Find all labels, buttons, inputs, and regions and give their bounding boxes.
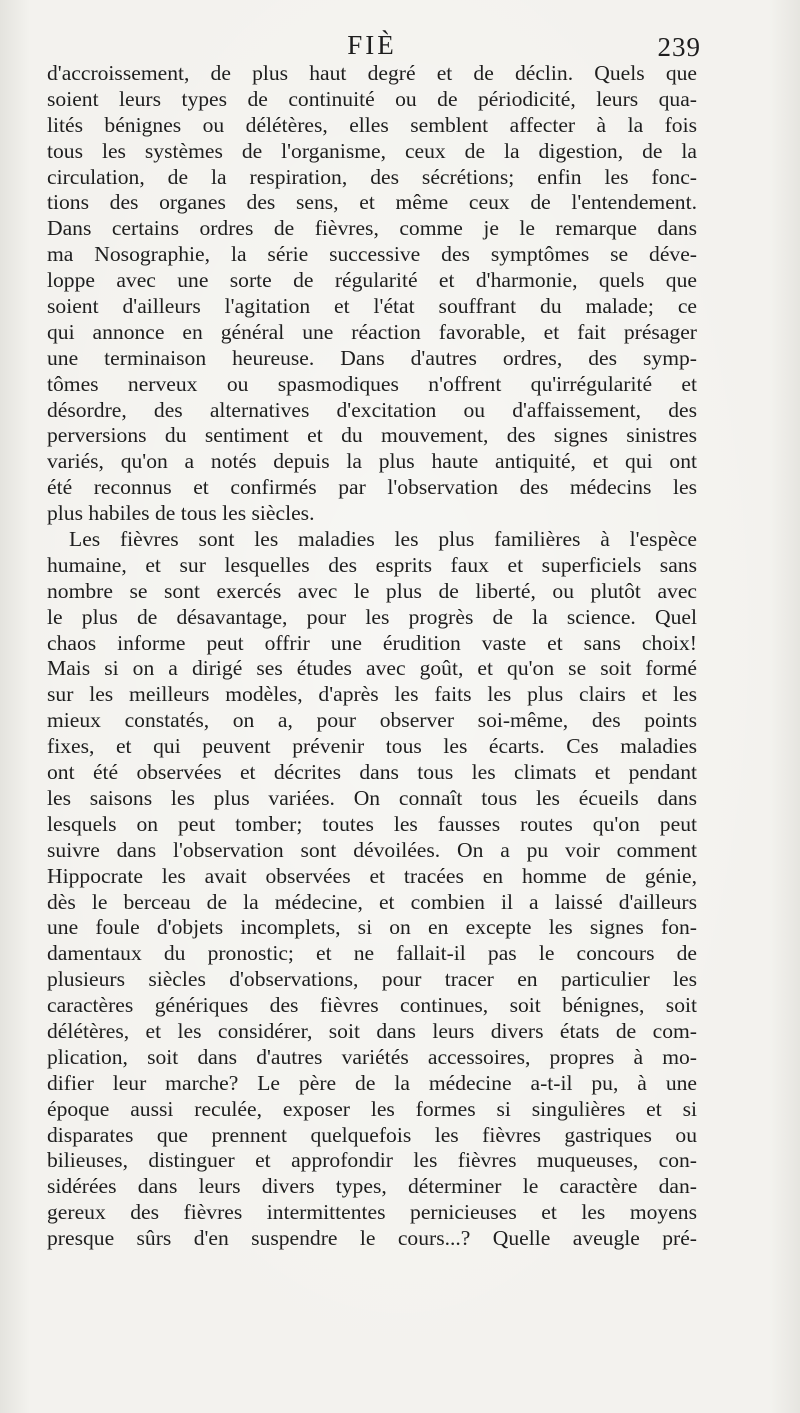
- text-line: suivre dans l'observation sont dévoilées. On a pu voir comment: [47, 837, 697, 862]
- text-line: ma Nosographie, la série successive des symptômes se déve-: [47, 242, 697, 267]
- text-line: Hippocrate les avait observées et tracées en homme de génie,: [47, 863, 697, 888]
- text-line: le plus de désavantage, pour les progrès de la science. Quel: [47, 604, 697, 629]
- text-line: circulation, de la respiration, des sécrétions; enfin les fonc-: [47, 164, 697, 189]
- text-line: ont été observées et décrites dans tous les climats et pendant: [47, 760, 697, 785]
- text-line: sidérées dans leurs divers types, déterminer le caractère dan-: [47, 1174, 697, 1199]
- text-line: désordre, des alternatives d'excitation ou d'affaissement, des: [47, 397, 697, 422]
- text-line: plus habiles de tous les siècles.: [47, 501, 315, 526]
- text-line: lesquels on peut tomber; toutes les fausses routes qu'on peut: [47, 811, 697, 836]
- text-line: bilieuses, distinguer et approfondir les fièvres muqueuses, con-: [47, 1148, 697, 1173]
- text-line: Mais si on a dirigé ses études avec goût, et qu'on se soit formé: [47, 656, 697, 681]
- text-line: Les fièvres sont les maladies les plus familières à l'espèce: [69, 527, 697, 552]
- text-line: damentaux du pronostic; et ne fallait-il pas le concours de: [47, 941, 697, 966]
- text-line: délétères, et les considérer, soit dans leurs divers états de com-: [47, 1018, 697, 1043]
- text-line: époque aussi reculée, exposer les formes si singulières et si: [47, 1096, 697, 1121]
- text-line: dès le berceau de la médecine, et combien il a laissé d'ailleurs: [47, 889, 697, 914]
- text-line: presque sûrs d'en suspendre le cours...? Quelle aveugle pré-: [47, 1226, 697, 1251]
- text-line: perversions du sentiment et du mouvement, des signes sinistres: [47, 423, 697, 448]
- text-line: une foule d'objets incomplets, si on en excepte les signes fon-: [47, 915, 697, 940]
- text-line: qui annonce en général une réaction favorable, et fait présager: [47, 319, 697, 344]
- text-line: soient leurs types de continuité ou de périodicité, leurs qua-: [47, 86, 697, 111]
- paragraph: [47, 527, 697, 1252]
- text-line: variés, qu'on a notés depuis la plus haute antiquité, et qui ont: [47, 449, 697, 474]
- text-line: nombre se sont exercés avec le plus de liberté, ou plutôt avec: [47, 578, 697, 603]
- body-text: [47, 61, 697, 1252]
- text-line: lités bénignes ou délétères, elles semblent affecter à la fois: [47, 112, 697, 137]
- text-line: mieux constatés, on a, pour observer soi-même, des points: [47, 708, 697, 733]
- running-head-title: FIÈ: [347, 30, 397, 60]
- text-line: caractères génériques des fièvres continues, soit bénignes, soit: [47, 993, 697, 1018]
- text-line: une terminaison heureuse. Dans d'autres ordres, des symp-: [47, 345, 697, 370]
- text-line: difier leur marche? Le père de la médecine a-t-il pu, à une: [47, 1070, 697, 1095]
- text-line: tous les systèmes de l'organisme, ceux de la digestion, de la: [47, 138, 697, 163]
- text-line: chaos informe peut offrir une érudition vaste et sans choix!: [47, 630, 697, 655]
- text-line: été reconnus et confirmés par l'observation des médecins les: [47, 475, 697, 500]
- text-line: sur les meilleurs modèles, d'après les faits les plus clairs et les: [47, 682, 697, 707]
- text-line: gereux des fièvres intermittentes pernicieuses et les moyens: [47, 1200, 697, 1225]
- text-line: tômes nerveux ou spasmodiques n'offrent qu'irrégularité et: [47, 371, 697, 396]
- paragraph: [47, 61, 697, 527]
- text-line: fixes, et qui peuvent prévenir tous les écarts. Ces maladies: [47, 734, 697, 759]
- text-line: disparates que prennent quelquefois les fièvres gastriques ou: [47, 1122, 697, 1147]
- text-line: tions des organes des sens, et même ceux de l'entendement.: [47, 190, 697, 215]
- text-line: d'accroissement, de plus haut degré et de déclin. Quels que: [47, 61, 697, 85]
- text-line: plusieurs siècles d'observations, pour tracer en particulier les: [47, 967, 697, 992]
- text-line: humaine, et sur lesquelles des esprits faux et superficiels sans: [47, 552, 697, 577]
- text-line: Dans certains ordres de fièvres, comme je le remarque dans: [47, 216, 697, 241]
- page-number: 239: [657, 32, 701, 62]
- text-line: loppe avec une sorte de régularité et d'harmonie, quels que: [47, 268, 697, 293]
- text-line: plication, soit dans d'autres variétés accessoires, propres à mo-: [47, 1044, 697, 1069]
- text-line: soient d'ailleurs l'agitation et l'état souffrant du malade; ce: [47, 294, 697, 319]
- text-line: les saisons les plus variées. On connaît tous les écueils dans: [47, 785, 697, 810]
